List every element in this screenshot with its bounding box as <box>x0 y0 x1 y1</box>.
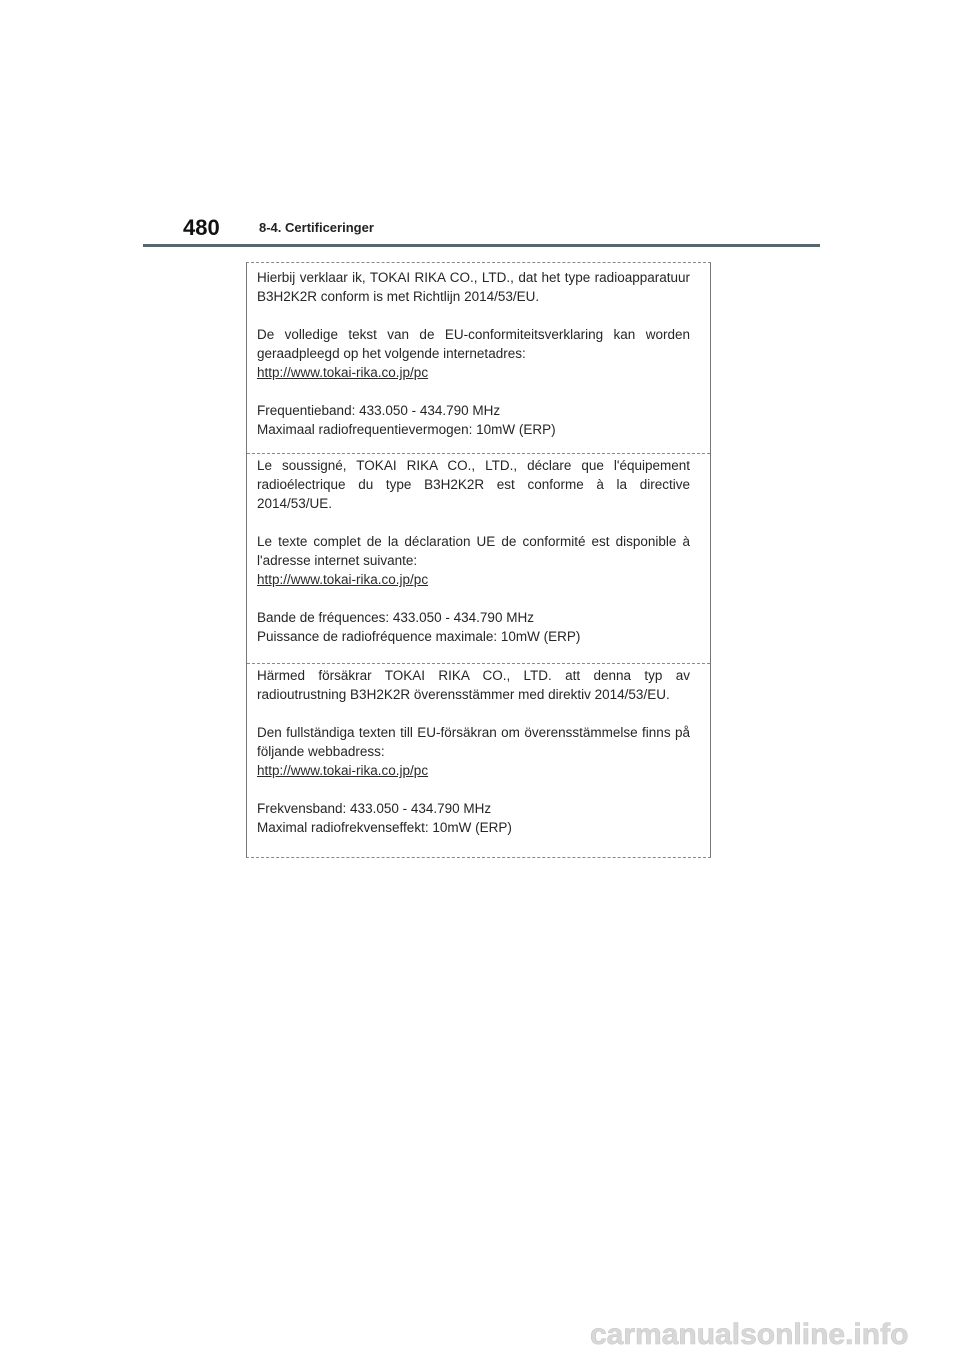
max-power-text: Maximal radiofrekvenseffekt: 10mW (ERP) <box>257 820 512 835</box>
declaration-url-link[interactable]: http://www.tokai-rika.co.jp/pc <box>257 365 429 380</box>
page-number: 480 <box>183 215 220 240</box>
declaration-url-link[interactable]: http://www.tokai-rika.co.jp/pc <box>257 763 429 778</box>
frequency-band-text: Frekvensband: 433.050 - 434.790 MHz <box>257 801 492 816</box>
max-power-text: Maximaal radiofrequentievermogen: 10mW (ERP) <box>257 422 556 437</box>
declaration-url-link[interactable]: http://www.tokai-rika.co.jp/pc <box>257 572 429 587</box>
declaration-text: De volledige tekst van de EU-conformiteitsverklaring kan worden geraadpleegd op het volgende internetadres: <box>257 327 690 361</box>
frequency-band-text: Bande de fréquences: 433.050 - 434.790 MHz <box>257 610 534 625</box>
statement-text: Le soussigné, TOKAI RIKA CO., LTD., déclare que l'équipement radioélectrique du type B3H2K2R est conforme à la directive 2014/53/UE. <box>257 458 690 511</box>
frequency-band-text: Frequentieband: 433.050 - 434.790 MHz <box>257 403 501 418</box>
section-divider <box>247 453 710 454</box>
watermark <box>590 1314 950 1354</box>
declarations-box <box>246 262 711 858</box>
header-rule <box>143 244 820 247</box>
section-title: 8-4. Certificeringer <box>259 220 374 235</box>
declaration-french <box>257 456 690 646</box>
statement-text: Hierbij verklaar ik, TOKAI RIKA CO., LTD., dat het type radioapparatuur B3H2K2R conform is met Richtlijn 2014/53/EU. <box>257 270 690 304</box>
section-divider <box>247 663 710 664</box>
statement-text: Härmed försäkrar TOKAI RIKA CO., LTD. att denna typ av radioutrustning B3H2K2R överensstämmer med direktiv 2014/53/EU. <box>257 668 690 702</box>
max-power-text: Puissance de radiofréquence maximale: 10mW (ERP) <box>257 629 581 644</box>
declaration-text: Den fullständiga texten till EU-försäkran om överensstämmelse finns på följande webbadress: <box>257 725 690 759</box>
declaration-dutch <box>257 268 690 439</box>
declaration-text: Le texte complet de la déclaration UE de conformité est disponible à l'adresse internet suivante: <box>257 534 690 568</box>
page-header <box>183 214 820 248</box>
declaration-swedish <box>257 666 690 837</box>
svg-text:carmanualsonline.info: carmanualsonline.info <box>590 1318 909 1351</box>
